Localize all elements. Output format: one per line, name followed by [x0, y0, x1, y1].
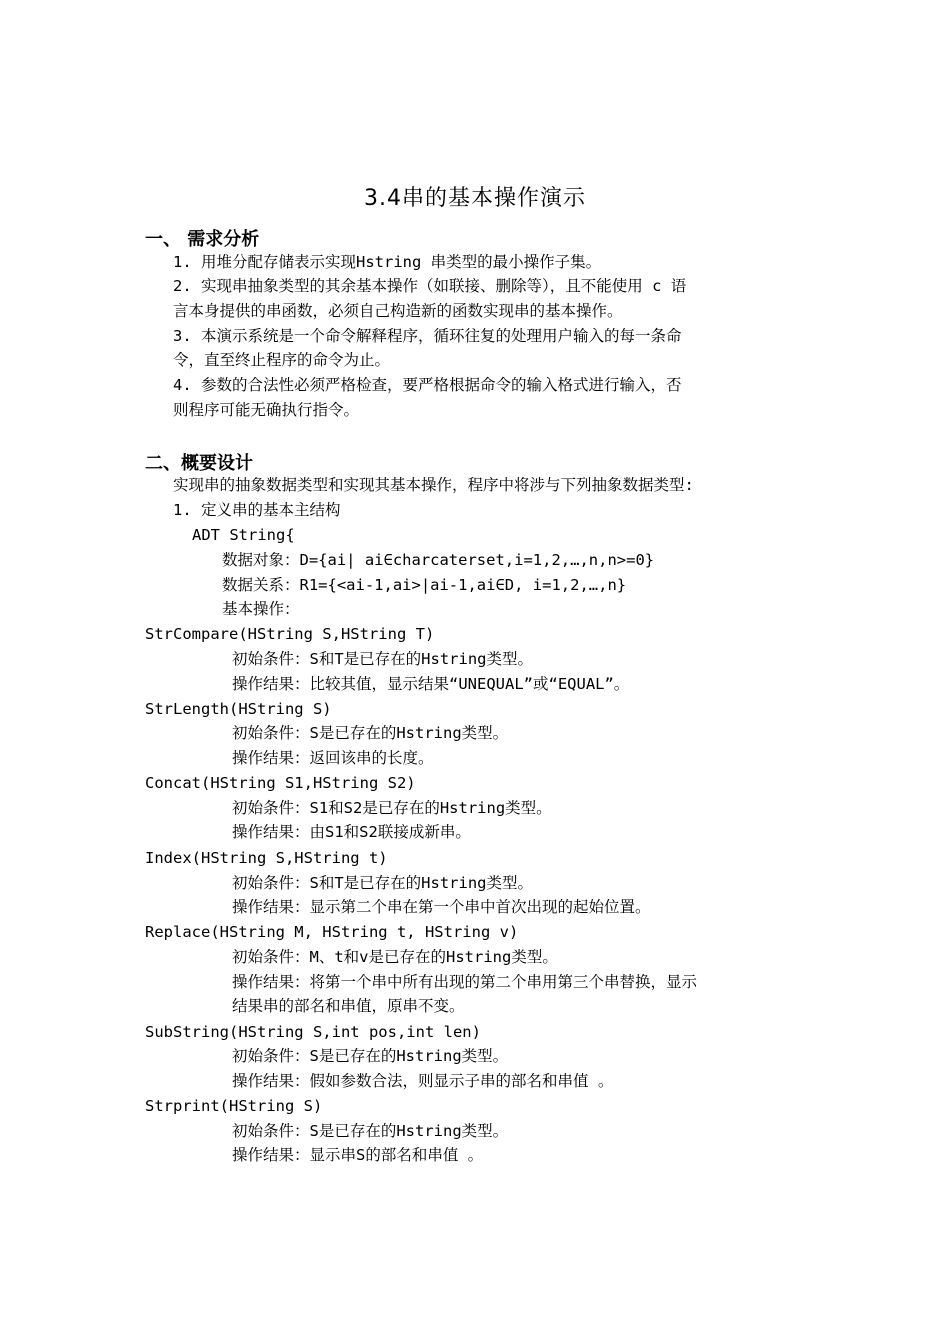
document-title: 3.4串的基本操作演示: [364, 186, 586, 211]
section-heading-requirements: 一、 需求分析: [145, 229, 260, 250]
adt-basic-ops: 基本操作：: [222, 600, 300, 618]
op-result: 操作结果：将第一个串中所有出现的第二个串用第三个串替换，显示: [232, 973, 698, 991]
op-signature: Replace(HString M, HString t, HString v): [145, 923, 519, 941]
op-result: 操作结果：由S1和S2联接成新串。: [232, 823, 471, 841]
op-precondition: 初始条件：S和T是已存在的Hstring类型。: [232, 650, 533, 668]
design-item-1: 1. 定义串的基本主结构: [173, 501, 341, 519]
requirement-line-1: 1. 用堆分配存储表示实现Hstring 串类型的最小操作子集。: [173, 253, 602, 271]
op-signature: StrLength(HString S): [145, 700, 332, 718]
adt-header: ADT String{: [192, 526, 295, 544]
requirement-line-3: 言本身提供的串函数，必须自己构造新的函数实现串的基本操作。: [173, 302, 623, 320]
design-intro: 实现串的抽象数据类型和实现其基本操作，程序中将涉与下列抽象数据类型:: [173, 476, 694, 494]
op-result-continued: 结果串的部名和串值，原串不变。: [232, 997, 465, 1015]
op-precondition: 初始条件：S是已存在的Hstring类型。: [232, 1122, 509, 1140]
op-precondition: 初始条件：S和T是已存在的Hstring类型。: [232, 874, 533, 892]
op-result: 操作结果：返回该串的长度。: [232, 749, 434, 767]
op-result: 操作结果：假如参数合法，则显示子串的部名和串值 。: [232, 1072, 614, 1090]
op-signature: StrCompare(HString S,HString T): [145, 625, 435, 643]
op-precondition: 初始条件：S是已存在的Hstring类型。: [232, 1047, 509, 1065]
requirement-line-5: 令，直至终止程序的命令为止。: [173, 351, 391, 369]
op-result: 操作结果：显示第二个串在第一个串中首次出现的起始位置。: [232, 898, 651, 916]
section-heading-design: 二、概要设计: [145, 453, 253, 474]
requirement-line-4: 3. 本演示系统是一个命令解释程序，循环往复的处理用户输入的每一条命: [173, 327, 682, 345]
op-signature: Strprint(HString S): [145, 1097, 323, 1115]
op-signature: Concat(HString S1,HString S2): [145, 774, 416, 792]
op-signature: SubString(HString S,int pos,int len): [145, 1023, 481, 1041]
op-precondition: 初始条件：M、t和v是已存在的Hstring类型。: [232, 948, 558, 966]
requirement-line-2: 2. 实现串抽象类型的其余基本操作（如联接、删除等），且不能使用 c 语: [173, 277, 687, 295]
op-precondition: 初始条件：S1和S2是已存在的Hstring类型。: [232, 799, 552, 817]
requirement-line-7: 则程序可能无确执行指令。: [173, 401, 360, 419]
op-result: 操作结果：比较其值，显示结果“UNEQUAL”或“EQUAL”。: [232, 675, 630, 693]
adt-data-relation: 数据关系：R1={<ai-1,ai>|ai-1,ai∈D, i=1,2,…,n}: [222, 576, 627, 594]
adt-data-object: 数据对象：D={ai| ai∈charcaterset,i=1,2,…,n,n>=0}: [222, 551, 655, 569]
op-result: 操作结果：显示串S的部名和串值 。: [232, 1146, 484, 1164]
op-signature: Index(HString S,HString t): [145, 849, 388, 867]
op-precondition: 初始条件：S是已存在的Hstring类型。: [232, 724, 509, 742]
requirement-line-6: 4. 参数的合法性必须严格检查，要严格根据命令的输入格式进行输入，否: [173, 376, 682, 394]
